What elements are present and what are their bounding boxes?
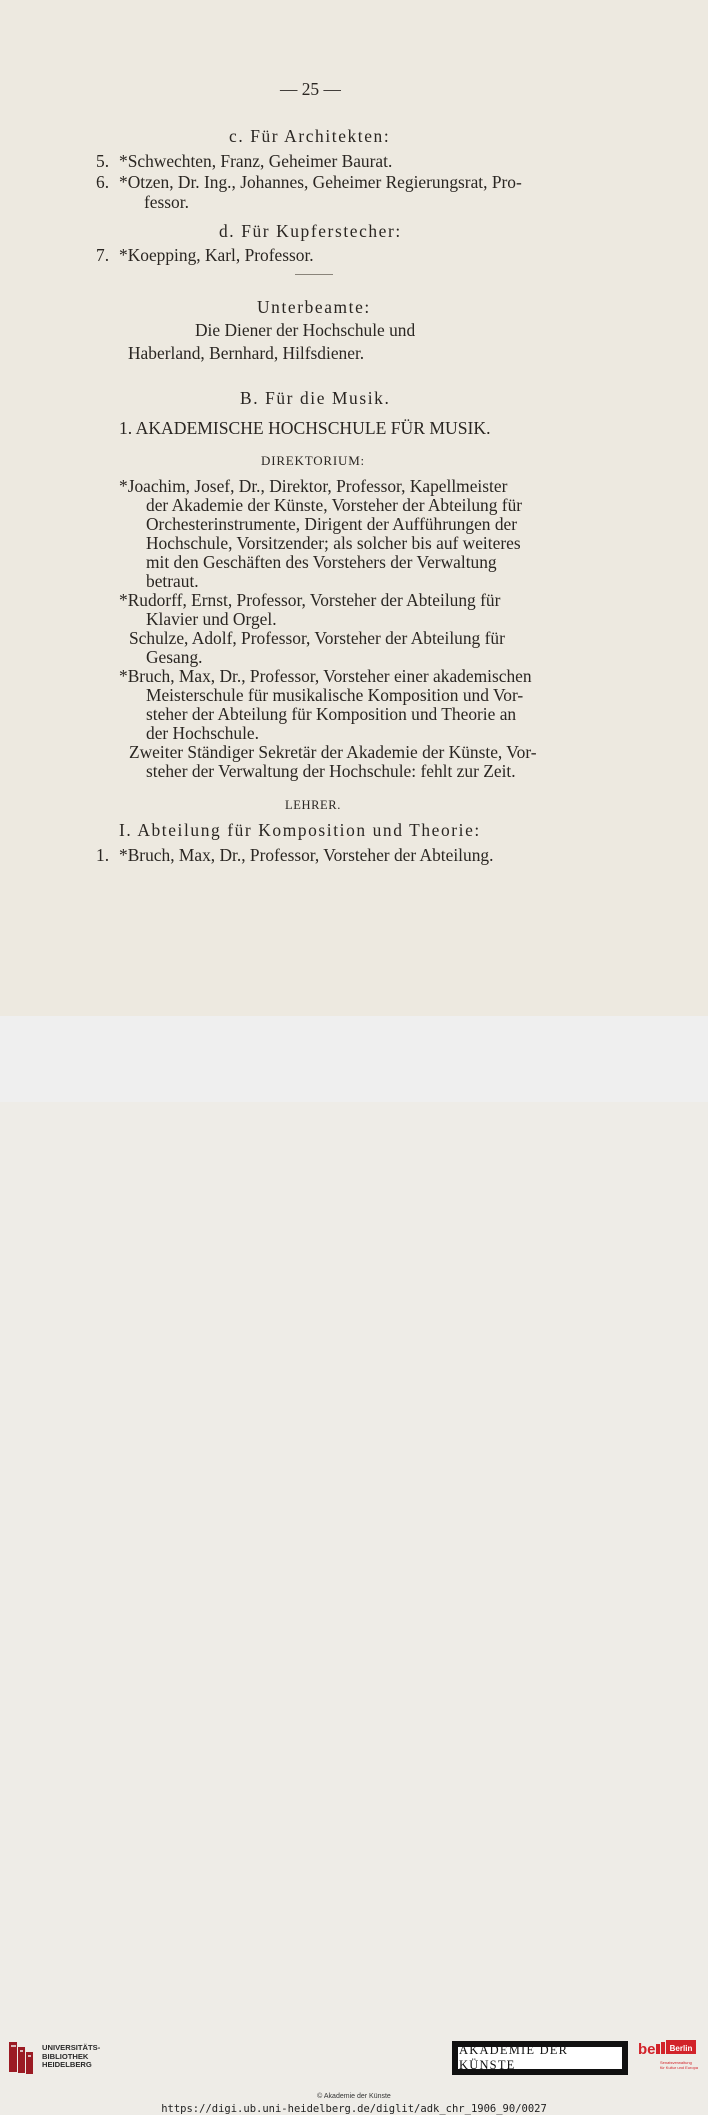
entry-line: Klavier und Orgel.: [146, 609, 277, 629]
entry-line: der Akademie der Künste, Vorsteher der Abteilung für: [146, 495, 523, 515]
entry-number: 6.: [96, 172, 110, 192]
ub-line: BIBLIOTHEK: [42, 2051, 89, 2061]
entry-line: Die Diener der Hochschule und: [195, 320, 416, 340]
entry-line: fessor.: [144, 192, 189, 212]
adk-label: AKADEMIE DER KÜNSTE: [459, 2043, 569, 2072]
be-berlin-logo[interactable]: [638, 2038, 700, 2078]
entry-number: 7.: [96, 245, 110, 265]
entry-line: steher der Abteilung für Komposition und Theorie an: [146, 704, 517, 724]
svg-text:Senatsverwaltung: Senatsverwaltung: [660, 2060, 692, 2065]
entry-line: Orchesterinstrumente, Dirigent der Aufführungen der: [146, 514, 518, 534]
page-number: — 25 —: [280, 79, 341, 99]
svg-text:Berlin: Berlin: [669, 2044, 693, 2053]
entry-number: 5.: [96, 151, 110, 171]
heading-lehrer: LEHRER.: [285, 798, 341, 812]
entry-line: *Joachim, Josef, Dr., Direktor, Professor, Kapellmeister: [119, 476, 508, 496]
heading-musik: B. Für die Musik.: [240, 388, 391, 408]
akademie-der-kuenste-logo[interactable]: [452, 2041, 628, 2075]
ub-heidelberg-icon: [8, 2038, 36, 2076]
copyright-note: © Akademie der Künste: [317, 2093, 391, 2100]
section-divider: [295, 274, 333, 275]
entry-line: *Bruch, Max, Dr., Professor, Vorsteher der Abteilung.: [119, 845, 494, 865]
scanned-page: [0, 0, 708, 1016]
entry-line: Haberland, Bernhard, Hilfsdiener.: [128, 343, 365, 363]
entry-line: betraut.: [146, 571, 199, 591]
entry-line: Gesang.: [146, 647, 203, 667]
entry-line: mit den Geschäften des Vorstehers der Verwaltung: [146, 552, 497, 572]
permalink-url[interactable]: https://digi.ub.uni-heidelberg.de/diglit/adk_chr_1906_90/0027: [161, 2103, 547, 2115]
heading-architekten: c. Für Architekten:: [229, 126, 391, 146]
heading-direktorium: DIREKTORIUM:: [261, 453, 365, 468]
ub-line: HEIDELBERG: [42, 2060, 92, 2070]
entry-number: 1.: [96, 845, 110, 865]
entry-line: *Rudorff, Ernst, Professor, Vorsteher der Abteilung für: [119, 590, 501, 610]
entry-line: *Bruch, Max, Dr., Professor, Vorsteher einer akademischen: [119, 666, 532, 686]
entry-line: *Koepping, Karl, Professor.: [119, 245, 314, 265]
entry-line: *Otzen, Dr. Ing., Johannes, Geheimer Regierungsrat, Pro-: [119, 172, 522, 192]
heading-abteilung-komposition: I. Abteilung für Komposition und Theorie:: [119, 820, 481, 840]
entry-line: Hochschule, Vorsitzender; als solcher bis auf weiteres: [146, 533, 521, 553]
entry-line: der Hochschule.: [146, 723, 259, 743]
heading-unterbeamte: Unterbeamte:: [257, 297, 371, 317]
entry-line: steher der Verwaltung der Hochschule: fehlt zur Zeit.: [146, 761, 516, 781]
svg-text:für Kultur und Europa: für Kultur und Europa: [660, 2065, 699, 2070]
entry-line: Schulze, Adolf, Professor, Vorsteher der Abteilung für: [129, 628, 505, 648]
ub-line: UNIVERSITÄTS-: [42, 2043, 101, 2053]
svg-text:be: be: [638, 2041, 656, 2058]
heading-hochschule: 1. AKADEMISCHE HOCHSCHULE FÜR MUSIK.: [119, 418, 491, 438]
entry-line: *Schwechten, Franz, Geheimer Baurat.: [119, 151, 393, 171]
heading-kupferstecher: d. Für Kupferstecher:: [219, 221, 402, 241]
viewer-footer: [0, 1016, 708, 2115]
ub-heidelberg-label: [42, 2044, 100, 2070]
entry-line: Meisterschule für musikalische Komposition und Vor-: [146, 685, 524, 705]
ub-heidelberg-logo[interactable]: [8, 2038, 100, 2076]
entry-line: Zweiter Ständiger Sekretär der Akademie der Künste, Vor-: [129, 742, 537, 762]
